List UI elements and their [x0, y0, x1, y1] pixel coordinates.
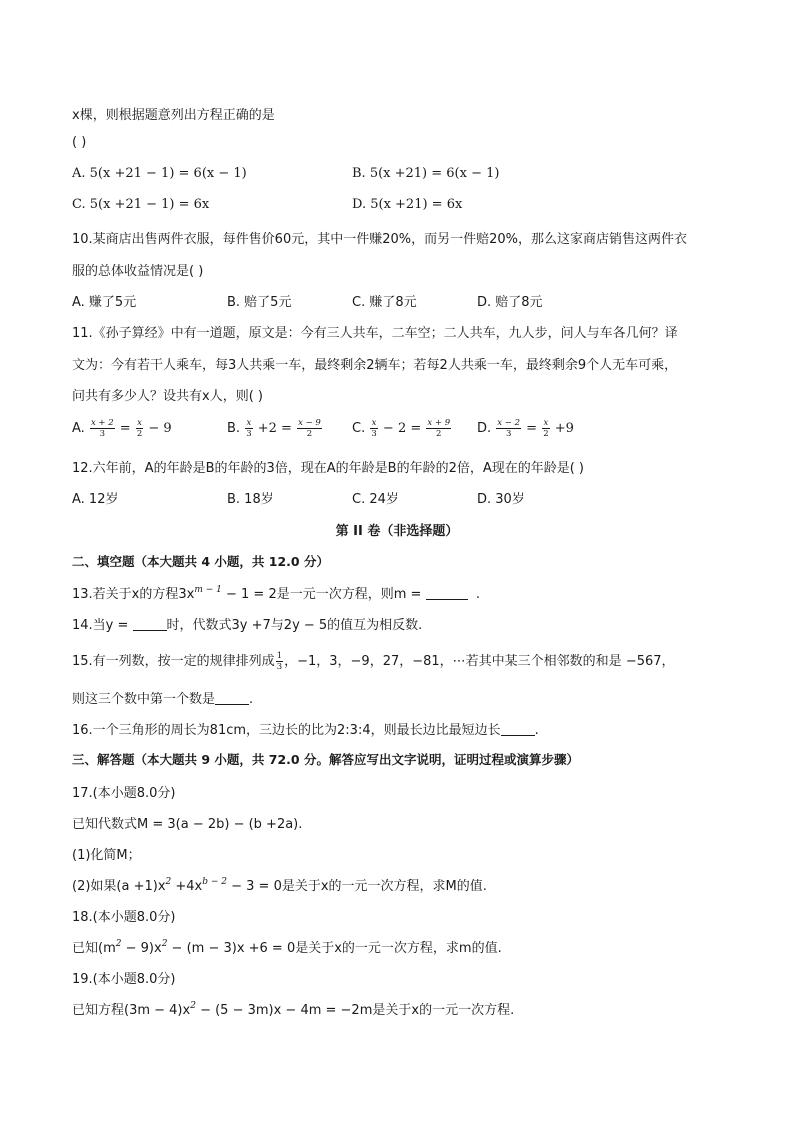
q10-option-d: D. 赔了8元 — [477, 295, 543, 310]
q15-line2-text: 则这三个数中第一个数是 — [72, 692, 216, 707]
section2-heading: 二、填空题（本大题共 4 小题，共 12.0 分） — [72, 554, 329, 569]
q16-answer-blank — [501, 723, 535, 736]
q17-line2: (1)化简M； — [72, 848, 141, 863]
q15-prefix: 15.有一列数，按一定的规律排列成 — [72, 654, 275, 669]
q19-line-b: − (5 − 3m)x − 4m = −2m是关于x的一元一次方程. — [195, 1003, 515, 1018]
q13-exponent: m − 1 — [194, 585, 222, 595]
q18-exponent-1: 2 — [115, 939, 122, 949]
q11-line2: 文为：今有若干人乘车，每3人共乘一车，最终剩余2辆车；若每2人共乘一车，最终剩余9个人无车可乘， — [72, 358, 678, 373]
q13-suffix: − 1 = 2是一元一次方程，则m = — [221, 587, 426, 602]
q11-line3: 问共有多少人？设共有x人，则( ) — [72, 389, 263, 404]
q12-option-c: C. 24岁 — [352, 492, 399, 507]
q10-line1: 10.某商店出售两件衣服，每件售价60元，其中一件赚20%，而另一件赔20%，那么这家商店销售这两件衣 — [72, 232, 688, 247]
q11-line1: 11.《孙子算经》中有一道题，原文是：今有三人共车，二车空；二人共车，九人步，问人与车各几何？译 — [72, 326, 678, 341]
q18-line-b: − 9)x — [121, 941, 162, 956]
q13-answer-blank — [426, 587, 468, 600]
q15-fraction: $\frac{1}{3}$ — [276, 651, 283, 672]
option-label: B. — [227, 421, 241, 436]
q14-prefix: 14.当y = — [72, 618, 133, 633]
q19-exponent: 2 — [190, 1001, 196, 1011]
section3-heading: 三、解答题（本大题共 9 小题，共 72.0 分。解答应写出文字说明，证明过程或演算步骤） — [72, 752, 579, 767]
q11-option-c: C. $\frac{x}{3}$ − 2 = $\frac{x + 9}{2}$ — [352, 418, 451, 439]
q15-answer-blank — [215, 692, 249, 705]
q9-stem: x棵，则根据题意列出方程正确的是 — [72, 108, 275, 123]
part2-title: 第 II 卷（非选择题） — [335, 524, 459, 539]
q19-line-a: 已知方程(3m − 4)x — [72, 1003, 191, 1018]
q14 — [72, 614, 422, 633]
option-label: C. — [352, 421, 366, 436]
q18-line-c: − (m − 3)x +6 = 0是关于x的一元一次方程，求m的值. — [167, 941, 502, 956]
q18-exponent-2: 2 — [161, 939, 168, 949]
q9-option-a: A. 5(x +21 − 1) = 6(x − 1) — [72, 166, 247, 181]
q12-line1: 12.六年前，A的年龄是B的年龄的3倍，现在A的年龄是B的年龄的2倍，A现在的年龄是( ) — [72, 461, 585, 476]
q10-line2: 服的总体收益情况是( ) — [72, 264, 204, 279]
q15-line2: 则这三个数中第一个数是 . — [72, 692, 254, 707]
q9-paren: ( ) — [72, 135, 87, 150]
q11-option-a: A. $\frac{x + 2}{3}$ = $\frac{x}{2}$ − 9 — [72, 418, 172, 439]
q15-suffix: ，−1，3，−9，27，−81，⋯若其中某三个相邻数的和是 −567， — [284, 654, 675, 669]
q12-option-a: A. 12岁 — [72, 492, 119, 507]
q17-line3-b: +4x — [171, 879, 203, 894]
q17-line1: 已知代数式M = 3(a − 2b) − (b +2a). — [72, 817, 303, 832]
q17-exponent-2: b − 2 — [202, 877, 227, 887]
q10-option-b: B. 赔了5元 — [227, 295, 292, 310]
q18-line-a: 已知(m — [72, 941, 116, 956]
q13 — [72, 583, 480, 602]
q9-option-b: B. 5(x +21) = 6(x − 1) — [352, 166, 500, 181]
q19-head: 19.(本小题8.0分) — [72, 972, 176, 987]
q14-answer-blank — [133, 618, 167, 631]
q16 — [72, 719, 539, 738]
q16-end: . — [534, 723, 539, 738]
q10-option-a: A. 赚了5元 — [72, 295, 137, 310]
q9-option-c: C. 5(x +21 − 1) = 6x — [72, 197, 210, 212]
q14-suffix: 时，代数式3y +7与2y − 5的值互为相反数. — [166, 618, 423, 633]
q17-line3 — [72, 875, 487, 894]
q19-line — [72, 999, 514, 1018]
q9-option-d: D. 5(x +21) = 6x — [352, 197, 463, 212]
q17-line3-a: (2)如果(a +1)x — [72, 879, 166, 894]
q17-head: 17.(本小题8.0分) — [72, 786, 176, 801]
q17-exponent-1: 2 — [165, 877, 172, 887]
q18-head: 18.(本小题8.0分) — [72, 910, 176, 925]
q12-option-d: D. 30岁 — [477, 492, 525, 507]
q10-option-c: C. 赚了8元 — [352, 295, 417, 310]
q11-option-b: B. $\frac{x}{3}$ +2 = $\frac{x - 9}{2}$ — [227, 418, 321, 439]
q11-option-d: D. $\frac{x - 2}{3}$ = $\frac{x}{2}$ +9 — [477, 418, 574, 439]
q13-end: . — [475, 587, 480, 602]
q16-text: 16.一个三角形的周长为81cm，三边长的比为2:3:4，则最长边比最短边长 — [72, 723, 501, 738]
q12-option-b: B. 18岁 — [227, 492, 274, 507]
q15-line1 — [72, 650, 675, 672]
q13-prefix: 13.若关于x的方程3x — [72, 587, 195, 602]
q17-line3-c: − 3 = 0是关于x的一元一次方程，求M的值. — [227, 879, 487, 894]
option-label: A. — [72, 421, 85, 436]
option-label: D. — [477, 421, 492, 436]
q18-line — [72, 937, 502, 956]
